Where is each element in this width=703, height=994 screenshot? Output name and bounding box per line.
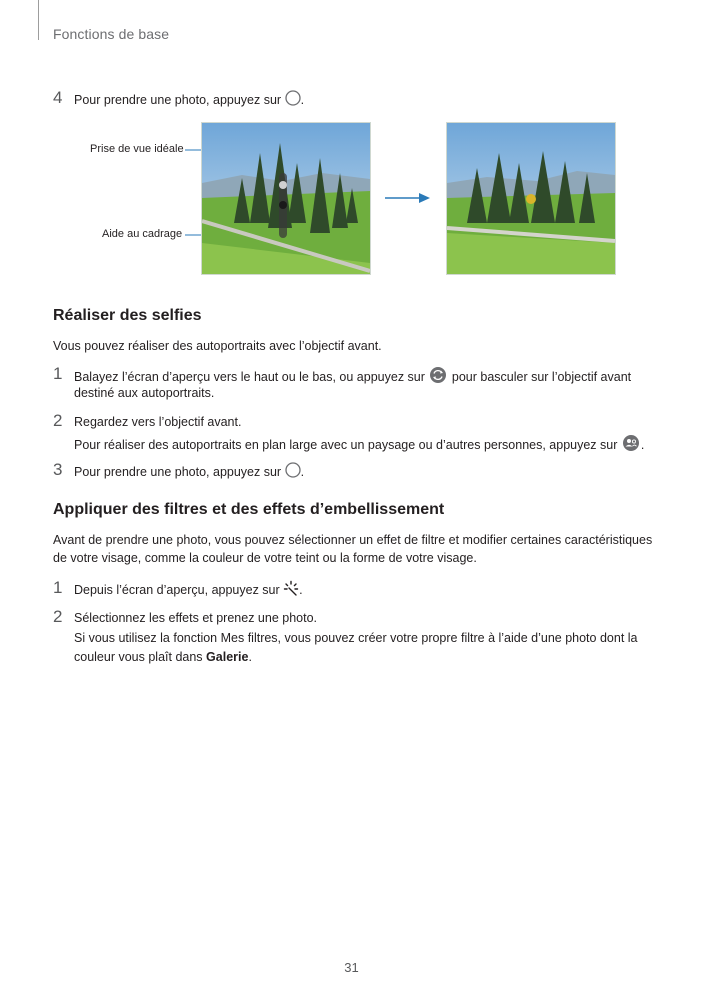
shutter-icon [285,462,301,483]
step-number: 3 [53,460,63,479]
step-text-after: . [300,92,305,107]
step-text-before: Balayez l’écran d’aperçu vers le haut ou le bas, ou appuyez sur [74,369,425,384]
step-number: 1 [53,364,63,383]
filters-intro-line1: Avant de prendre une photo, vous pouvez sélectionner un effet de filtre et modifier certaines caractéristiques [53,533,653,547]
preview-photo-before [201,122,371,275]
filters-step1 [74,580,303,601]
step-text [74,90,304,111]
step-text-after: . [299,582,303,597]
selfies-intro: Vous pouvez réaliser des autoportraits avec l’objectif avant. [53,339,382,353]
section-title-filters: Appliquer des filtres et des effets d’embellissement [53,501,445,518]
selfies-step3 [74,462,304,483]
step-text-after: pour basculer sur l’objectif avant [451,369,632,384]
page-number: 31 [344,960,359,975]
step-text-after: . [248,650,252,664]
selfies-step1-line2: destiné aux autoportraits. [74,386,215,400]
step-number: 1 [53,578,63,597]
label-framing-aid: Aide au cadrage [102,228,183,240]
step-text-before: Pour prendre une photo, appuyez sur [74,92,282,107]
step-text-before: couleur vous plaît dans [74,650,203,664]
step-text-after: . [640,437,645,452]
shutter-icon [285,90,301,111]
header-rule [38,0,39,40]
step-text-before: Pour prendre une photo, appuyez sur [74,464,282,479]
label-ideal-shot: Prise de vue idéale [90,143,184,155]
gallery-app-name: Galerie [206,650,249,664]
arrow-right-icon [383,190,433,206]
selfies-step2-line2 [74,434,644,457]
section-title-selfies: Réaliser des selfies [53,307,202,324]
filter-sparkle-icon [283,580,299,601]
selfies-step2-line1: Regardez vers l’objectif avant. [74,415,242,429]
step-number: 2 [53,607,63,626]
step-number: 4 [53,88,63,107]
step-text-before: Depuis l’écran d’aperçu, appuyez sur [74,582,280,597]
filters-step2-line2: Si vous utilisez la fonction Mes filtres, vous pouvez créer votre propre filtre à l’aide d’une photo dont la [74,631,638,645]
filters-intro-line2: de votre visage, comme la couleur de votre teint ou la forme de votre visage. [53,551,477,565]
step-text-after: . [300,464,305,479]
wide-selfie-icon [621,434,641,457]
switch-camera-icon [428,366,448,389]
step-number: 2 [53,411,63,430]
filters-step2-line1: Sélectionnez les effets et prenez une photo. [74,611,317,625]
section-header: Fonctions de base [53,26,170,42]
preview-photo-after [446,122,616,275]
filters-step2-line3 [74,648,252,666]
step-text-before: Pour réaliser des autoportraits en plan large avec un paysage ou d’autres personnes, appuyez sur [74,437,618,452]
